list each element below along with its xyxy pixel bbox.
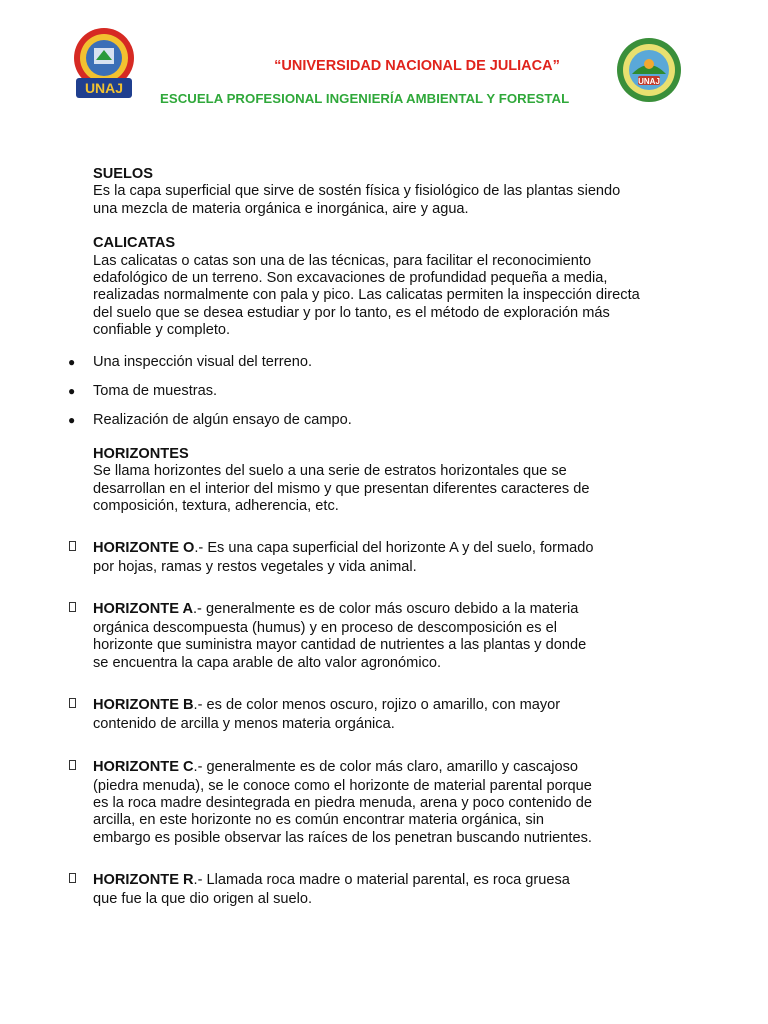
right-logo-text: UNAJ (638, 77, 660, 86)
horizon-text: horizonte que suministra mayor cantidad de nutrientes a las plantas y donde (93, 637, 587, 654)
missing-glyph-icon (69, 541, 76, 551)
bullet-item (47, 354, 637, 371)
calicatas-line-4: del suelo que se desea estudiar y por lo tanto, es el método de exploración más (93, 304, 610, 321)
missing-glyph-icon (69, 760, 76, 770)
horizon-text: (piedra menuda), se le conoce como el horizonte de material parental porque (93, 777, 592, 794)
horizon-text: es la roca madre desintegrada en piedra menuda, arena y poco contenido de (93, 794, 592, 811)
calicatas-line-2: edafológico de un terreno. Son excavaciones de profundidad pequeña a media, (93, 270, 608, 287)
horizon-text: se encuentra la capa arable de alto valor agronómico. (93, 654, 442, 671)
bullet-dot-icon: ● (68, 384, 76, 399)
document-body (68, 166, 683, 931)
school-title: ESCUELA PROFESIONAL INGENIERÍA AMBIENTAL Y FORESTAL (160, 91, 570, 106)
missing-glyph-icon (69, 873, 76, 883)
horizon-item-a (47, 598, 683, 672)
horizon-item-b (47, 694, 683, 733)
horizon-text: contenido de arcilla y menos materia orgánica. (93, 716, 395, 733)
missing-glyph-icon (69, 698, 76, 708)
calicatas-line-3: realizadas normalmente con pala y pico. Las calicatas permiten la inspección directa (93, 287, 640, 304)
horizon-label: HORIZONTE R (93, 872, 194, 889)
horizon-text: arcilla, en este horizonte no es común encontrar materia orgánica, sin (93, 812, 545, 829)
bullet-dot-icon: ● (68, 413, 76, 428)
bullet-text: Una inspección visual del terreno. (93, 353, 313, 370)
suelos-heading: SUELOS (93, 166, 154, 182)
horizontes-line-3: composición, textura, adherencia, etc. (93, 498, 339, 515)
missing-glyph-icon (69, 602, 76, 612)
bullet-dot-icon: ● (68, 354, 76, 369)
bullet-item (47, 412, 637, 429)
horizon-item-c (47, 756, 683, 848)
horizon-text: que fue la que dio origen al suelo. (93, 891, 313, 908)
horizon-text: orgánica descompuesta (humus) y en proceso de descomposición es el (93, 619, 558, 636)
calicatas-line-5: confiable y completo. (93, 322, 231, 339)
horizon-text: embargo es posible observar las raíces de los penetran buscando nutrientes. (93, 829, 592, 846)
horizon-list (47, 537, 683, 909)
horizon-text: .- es de color menos oscuro, rojizo o amarillo, con mayor (193, 697, 561, 714)
horizon-item-o (47, 537, 683, 576)
horizon-item-r (47, 869, 683, 908)
horizon-label: HORIZONTE O (93, 539, 195, 556)
calicatas-heading: CALICATAS (93, 235, 176, 252)
horizon-text: .- generalmente es de color más claro, amarillo y cascajoso (193, 758, 579, 775)
left-logo-text: UNAJ (84, 80, 124, 96)
horizontes-line-1: Se llama horizontes del suelo a una serie de estratos horizontales que se (93, 463, 567, 480)
horizontes-heading: HORIZONTES (93, 445, 189, 462)
bullet-item (47, 383, 637, 400)
horizon-text: .- Es una capa superficial del horizonte A y del suelo, formado (194, 539, 594, 556)
bullet-text: Toma de muestras. (93, 383, 218, 400)
suelos-line-1: Es la capa superficial que sirve de sostén física y fisiológico de las plantas siendo (93, 183, 621, 200)
horizon-label: HORIZONTE C (93, 758, 194, 775)
calicatas-bullet-list (47, 354, 683, 430)
horizon-label: HORIZONTE A (93, 600, 193, 617)
horizon-text: .- generalmente es de color más oscuro debido a la materia (193, 600, 579, 617)
bullet-text: Realización de algún ensayo de campo. (93, 412, 352, 429)
horizon-text: .- Llamada roca madre o material parental, es roca gruesa (193, 872, 570, 889)
horizon-label: HORIZONTE B (93, 697, 194, 714)
university-title: “UNIVERSIDAD NACIONAL DE JULIACA” (274, 58, 560, 74)
calicatas-line-1: Las calicatas o catas son una de las técnicas, para facilitar el reconocimiento (93, 252, 592, 269)
horizon-text: por hojas, ramas y restos vegetales y vida animal. (93, 558, 417, 575)
horizontes-line-2: desarrollan en el interior del mismo y que presentan diferentes caracteres de (93, 480, 590, 497)
suelos-line-2: una mezcla de materia orgánica e inorgánica, aire y agua. (93, 200, 469, 217)
